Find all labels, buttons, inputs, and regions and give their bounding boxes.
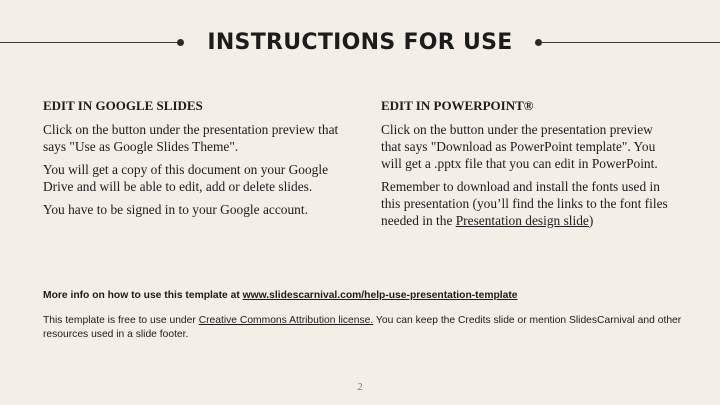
powerpoint-paragraph-2 [381, 178, 671, 229]
more-info-line [43, 289, 683, 303]
title-row [0, 26, 720, 60]
page-number: 2 [357, 381, 363, 393]
title-dot-left-icon [177, 39, 184, 46]
powerpoint-column [381, 98, 671, 235]
powerpoint-paragraph-2-end: ) [588, 213, 594, 228]
more-info-text: More info on how to use this template at [43, 290, 243, 301]
google-slides-paragraph-3: You have to be signed in to your Google account. [43, 202, 308, 217]
slide-title: INSTRUCTIONS FOR USE [207, 30, 513, 55]
google-slides-paragraph-1: Click on the button under the presentation preview that says "Use as Google Slides Theme". [43, 122, 339, 154]
powerpoint-heading: EDIT IN POWERPOINT® [381, 98, 534, 113]
powerpoint-paragraph-2-text: Remember to download and install the fonts used in this presentation (you’ll find the links to the font files needed in the [381, 179, 668, 228]
license-text-before: This template is free to use under [43, 315, 199, 326]
google-slides-heading: EDIT IN GOOGLE SLIDES [43, 98, 203, 113]
title-rule-left [0, 42, 178, 43]
google-slides-paragraph-2: You will get a copy of this document on your Google Drive and will be able to edit, add or delete slides. [43, 162, 329, 194]
title-rule-right [542, 42, 720, 43]
google-slides-column [43, 98, 343, 224]
help-url-link[interactable]: www.slidescarnival.com/help-use-presentation-template [242, 290, 518, 301]
license-text-after: You can keep the Credits slide or mention SlidesCarnival and other resources used in a slide footer. [43, 315, 682, 340]
license-note [43, 314, 683, 342]
presentation-design-slide-link[interactable]: Presentation design slide [455, 213, 589, 228]
title-dot-right-icon [535, 39, 542, 46]
powerpoint-paragraph-1: Click on the button under the presentation preview that says "Download as PowerPoint template". You will get a .pptx file that you can edit in PowerPoint. [381, 122, 658, 171]
creative-commons-link[interactable]: Creative Commons Attribution license. [198, 315, 374, 326]
